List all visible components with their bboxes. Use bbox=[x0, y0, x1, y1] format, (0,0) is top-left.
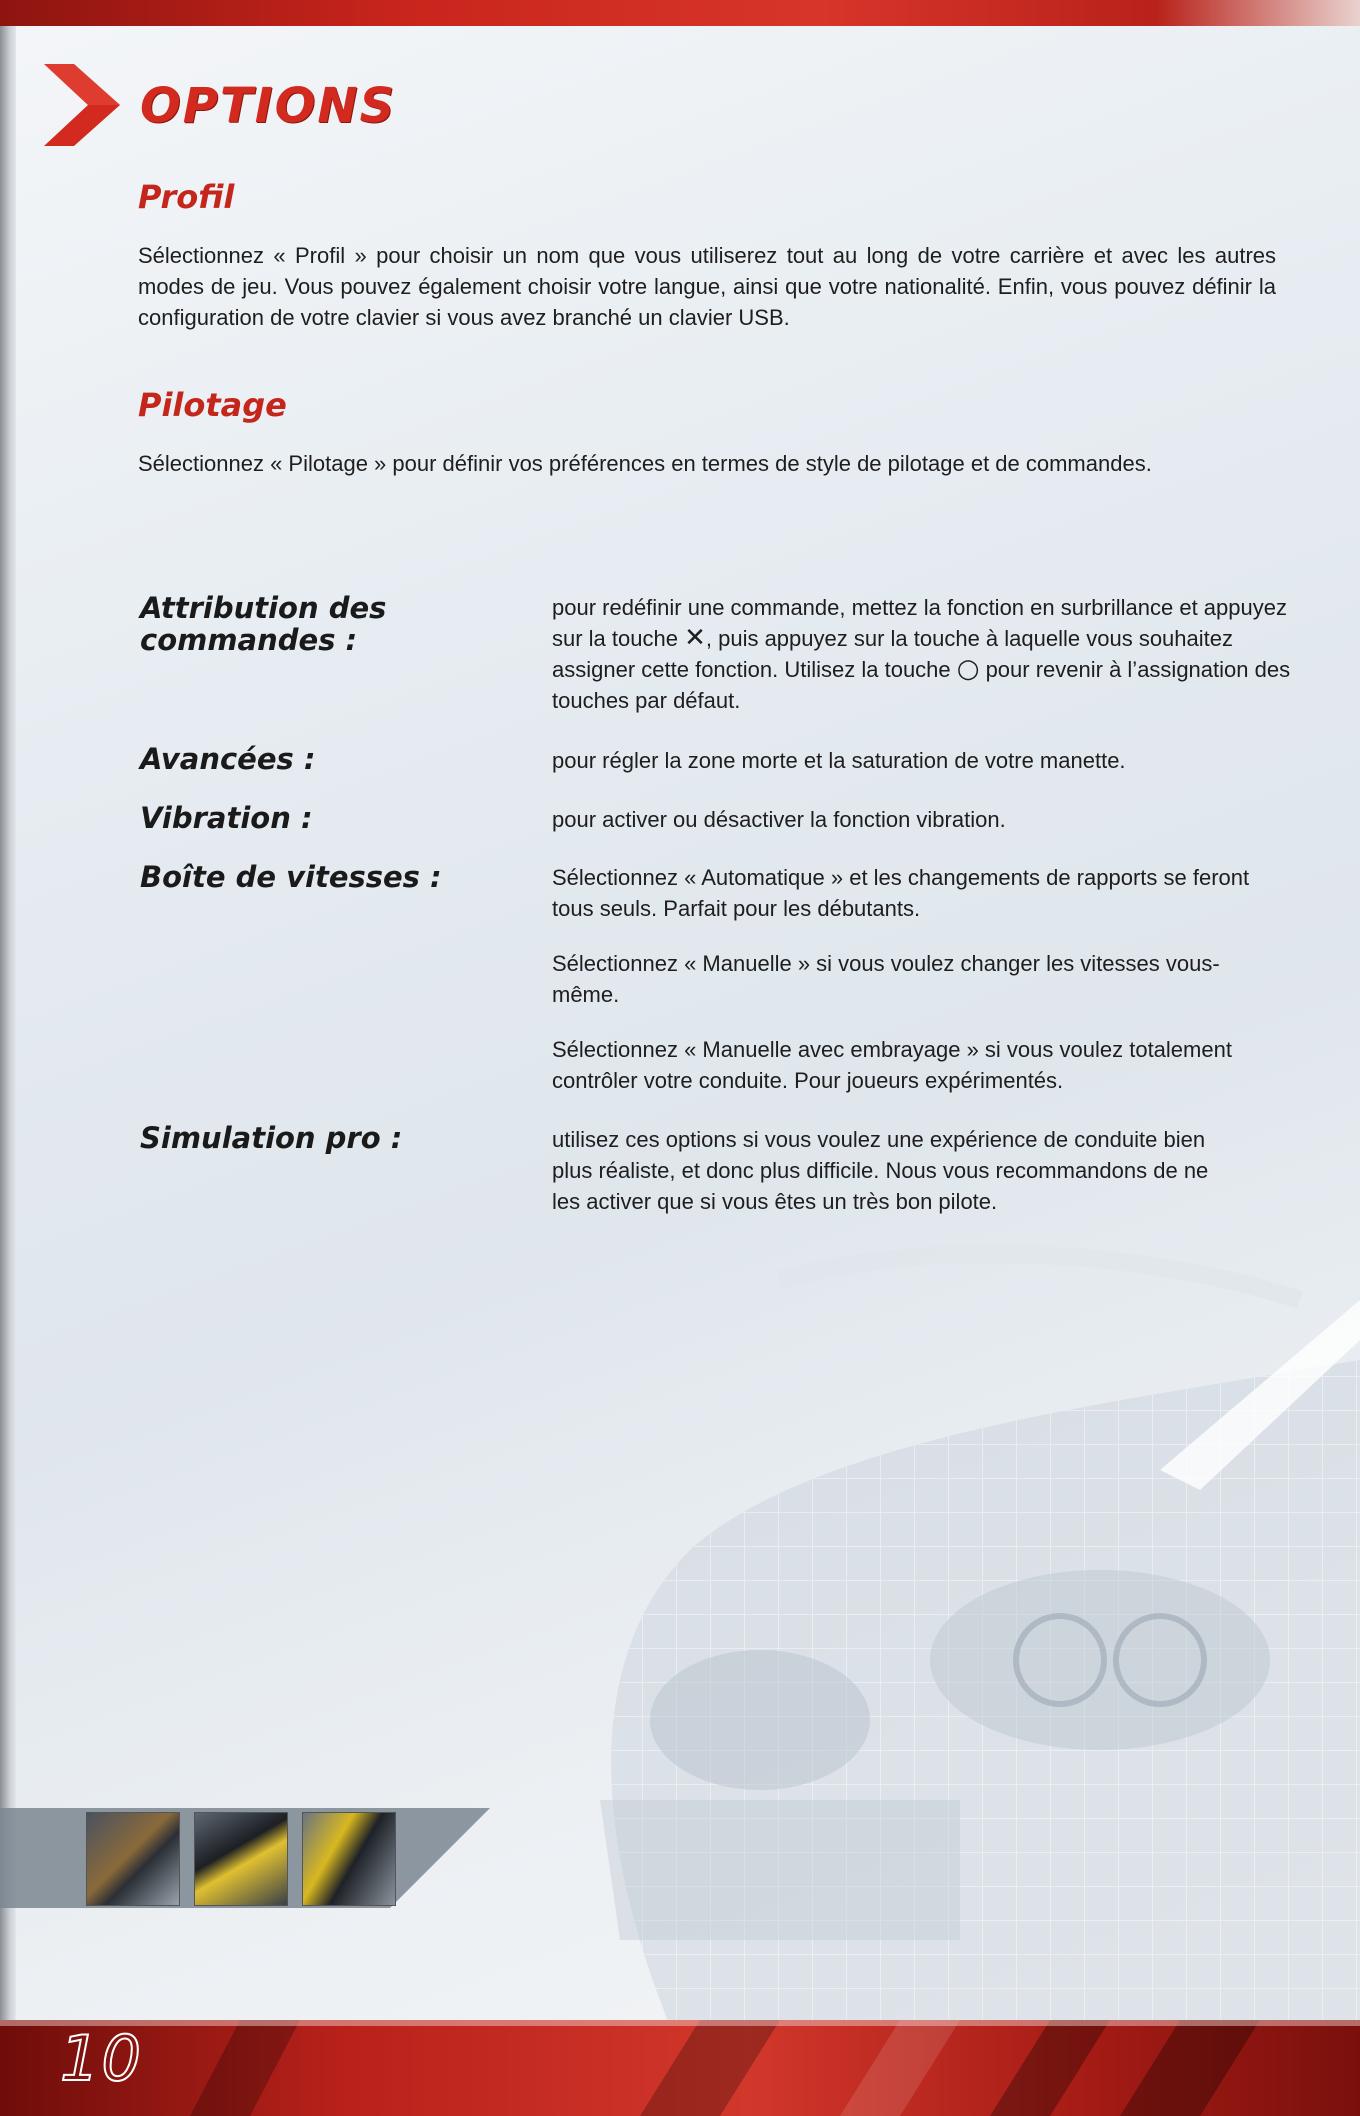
desc-boite-manuelle-embrayage: Sélectionnez « Manuelle avec embrayage » si vous voulez totalement contrôler votre conduite. Pour joueurs expérimentés. bbox=[552, 1037, 1232, 1093]
section-title-pilotage: Pilotage bbox=[138, 386, 287, 424]
chevron-right-icon bbox=[44, 64, 120, 146]
desc-boite-automatique: Sélectionnez « Automatique » et les changements de rapports se feront tous seuls. Parfait pour les débutants. bbox=[552, 865, 1250, 921]
car-watermark-illustration bbox=[540, 1240, 1360, 2080]
desc-attribution-part-3: pour revenir à l’assignation des touches par défaut. bbox=[552, 657, 1291, 713]
race-car-thumbnail-2 bbox=[194, 1812, 288, 1906]
section-title-profil: Profil bbox=[138, 178, 235, 216]
screenshot-thumbnail-strip bbox=[0, 1808, 500, 1908]
cross-button-icon: ✕ bbox=[684, 623, 706, 653]
section-text-profil: Sélectionnez « Profil » pour choisir un nom que vous utiliserez tout au long de votre carrière et avec les autres modes de jeu. Vous pouvez également choisir votre langue, ainsi que votre nationalité. Enfin, vous pouvez définir la configuration de votre clavier si vous avez branché un clavier USB. bbox=[138, 243, 1276, 330]
desc-avancees: pour régler la zone morte et la saturation de votre manette. bbox=[552, 748, 1126, 773]
page-number: 10 bbox=[60, 2022, 143, 2095]
term-attribution-commandes: Attribution des commandes : bbox=[140, 591, 387, 657]
desc-simulation-pro: utilisez ces options si vous voulez une expérience de conduite bien plus réaliste, et donc plus difficile. Nous vous recommandons de ne les activer que si vous êtes un très bon pilote. bbox=[552, 1127, 1209, 1214]
bottom-band-stripes bbox=[0, 2020, 1360, 2116]
top-red-band bbox=[0, 0, 1360, 26]
term-boite-de-vitesses: Boîte de vitesses : bbox=[140, 860, 442, 894]
race-car-thumbnail-3 bbox=[302, 1812, 396, 1906]
desc-attribution-part-1: pour redéfinir une commande, mettez la fonction en surbrillance et appuyez sur la touche bbox=[552, 595, 1287, 651]
term-vibration: Vibration : bbox=[140, 801, 313, 835]
term-simulation-pro: Simulation pro : bbox=[140, 1121, 403, 1155]
desc-attribution-commandes bbox=[552, 592, 1292, 716]
desc-boite-manuelle: Sélectionnez « Manuelle » si vous voulez changer les vitesses vous-même. bbox=[552, 951, 1220, 1007]
desc-vibration: pour activer ou désactiver la fonction vibration. bbox=[552, 807, 1006, 832]
page-title: OPTIONS bbox=[140, 78, 397, 134]
circle-button-icon: ○ bbox=[956, 654, 980, 684]
race-car-thumbnail-1 bbox=[86, 1812, 180, 1906]
section-text-pilotage: Sélectionnez « Pilotage » pour définir vos préférences en termes de style de pilotage et de commandes. bbox=[138, 451, 1152, 476]
page-spine-shadow bbox=[0, 0, 16, 2116]
desc-attribution-part-2: , puis appuyez sur la touche à laquelle vous souhaitez assigner cette fonction. Utilisez la touche bbox=[552, 626, 1233, 682]
term-avancees: Avancées : bbox=[140, 742, 316, 776]
